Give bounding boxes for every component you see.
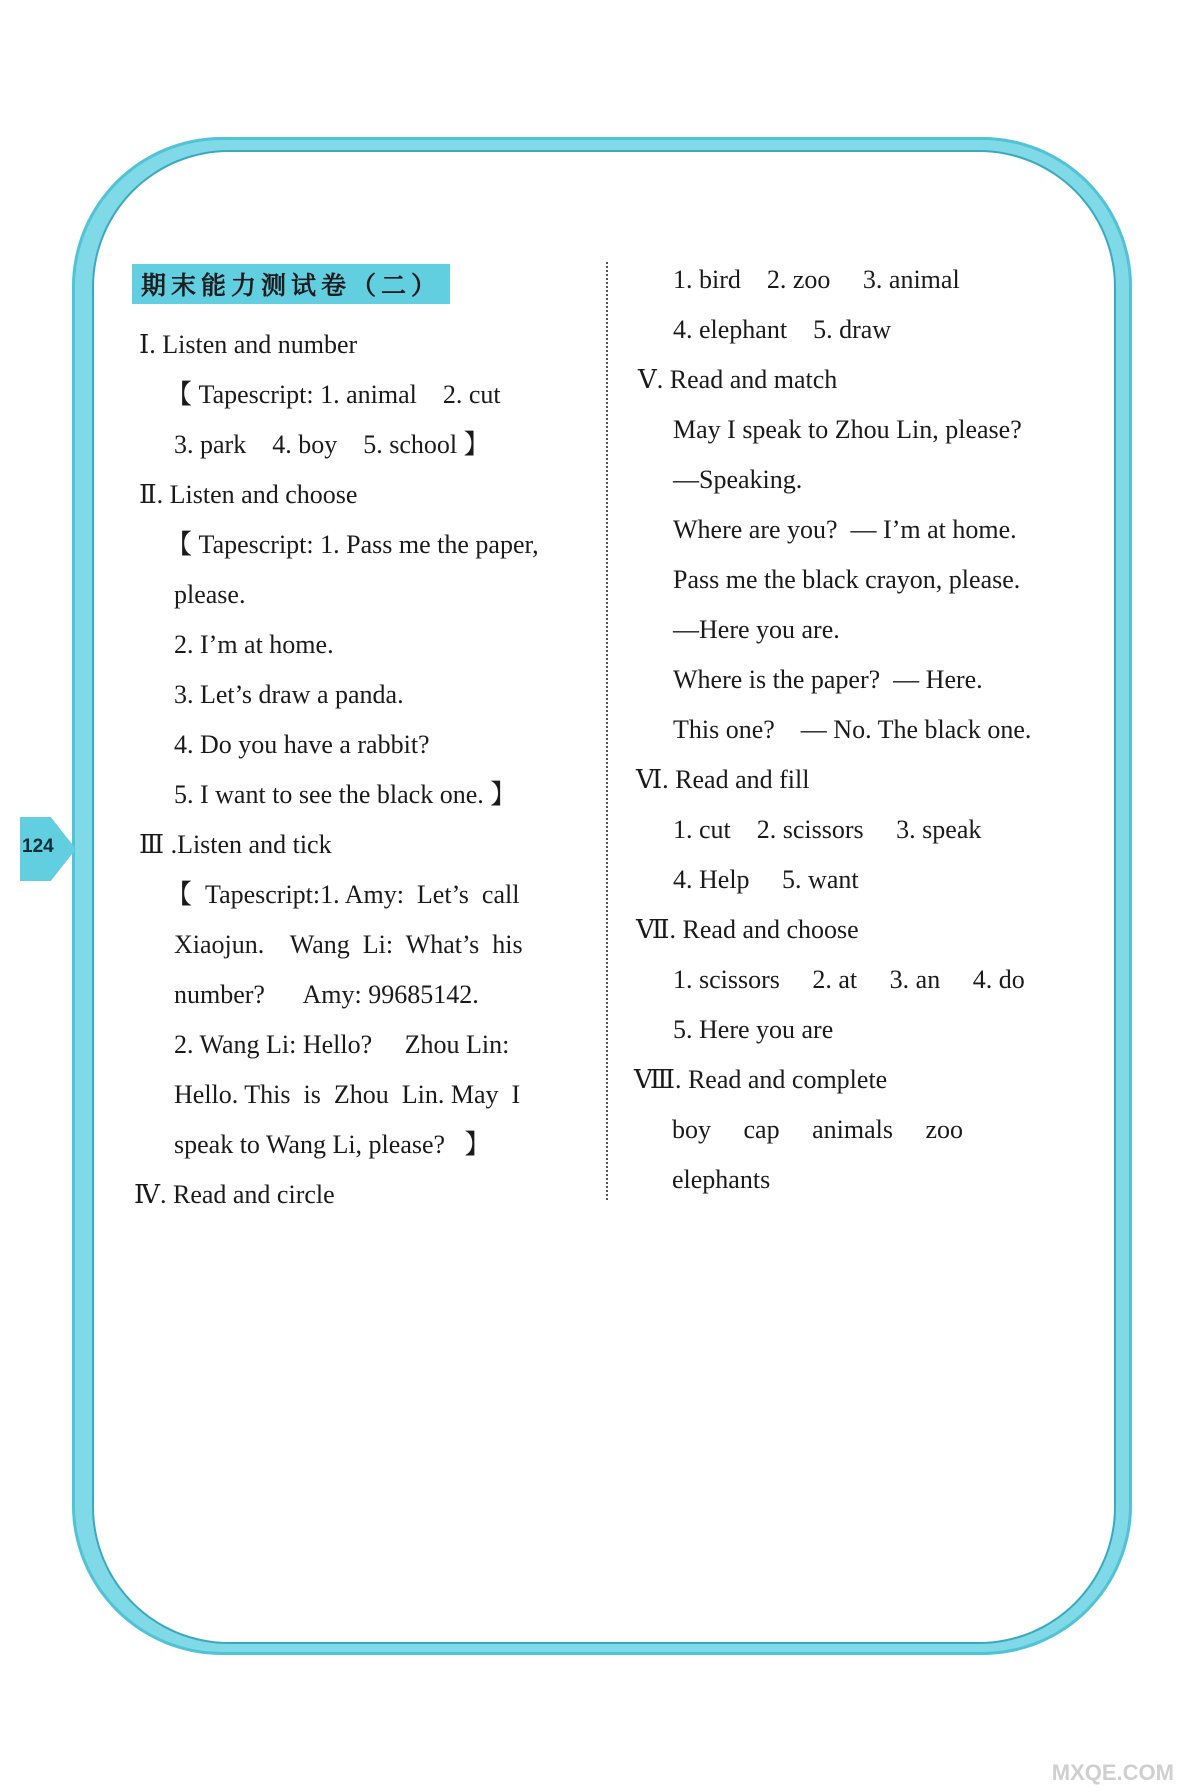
- text-line: 4. Do you have a rabbit?: [174, 730, 430, 759]
- heading-listen-and-tick: Ⅲ .Listen and tick: [139, 830, 332, 859]
- text-line: 4. Help 5. want: [673, 865, 859, 894]
- heading-read-and-complete: Ⅷ. Read and complete: [634, 1065, 888, 1094]
- text-line: Where are you? — I’m at home.: [673, 515, 1017, 544]
- text-line: elephants: [672, 1165, 771, 1194]
- text-line: 1. scissors 2. at 3. an 4. do: [673, 965, 1025, 994]
- text-line: 2. I’m at home.: [174, 630, 334, 659]
- heading-listen-and-choose: Ⅱ. Listen and choose: [139, 480, 358, 509]
- heading-read-and-choose: Ⅶ. Read and choose: [636, 915, 859, 944]
- text-line: Xiaojun. Wang Li: What’s his: [174, 930, 523, 959]
- text-line: please.: [174, 580, 246, 609]
- text-line: Where is the paper? — Here.: [673, 665, 983, 694]
- text-line: 2. Wang Li: Hello? Zhou Lin:: [174, 1030, 510, 1059]
- text-line: Pass me the black crayon, please.: [673, 565, 1021, 594]
- text-line: Hello. This is Zhou Lin. May I: [174, 1080, 521, 1109]
- text-line: May I speak to Zhou Lin, please?: [673, 415, 1022, 444]
- text-line: 3. park 4. boy 5. school 】: [174, 430, 490, 459]
- text-line: number? Amy: 99685142.: [174, 980, 479, 1009]
- heading-read-and-fill: Ⅵ. Read and fill: [636, 765, 810, 794]
- text-line: 4. elephant 5. draw: [673, 315, 892, 344]
- text-line: 3. Let’s draw a panda.: [174, 680, 404, 709]
- text-line: 【 Tapescript: 1. Pass me the paper,: [166, 530, 539, 559]
- text-line: 1. bird 2. zoo 3. animal: [673, 265, 960, 294]
- text-line: 1. cut 2. scissors 3. speak: [673, 815, 982, 844]
- text-line: —Speaking.: [673, 465, 803, 494]
- text-line: —Here you are.: [673, 615, 840, 644]
- text-line: 5. Here you are: [673, 1015, 834, 1044]
- text-line: 【 Tapescript:1. Amy: Let’s call: [166, 880, 520, 909]
- heading-read-and-circle: Ⅳ. Read and circle: [134, 1180, 335, 1209]
- section-title: 期末能力测试卷（二）: [132, 264, 450, 304]
- text-line: This one? — No. The black one.: [673, 715, 1032, 744]
- page-number: 124: [22, 836, 54, 857]
- text-line: boy cap animals zoo: [672, 1115, 963, 1144]
- heading-read-and-match: Ⅴ. Read and match: [638, 365, 838, 394]
- text-line: speak to Wang Li, please? 】: [174, 1130, 491, 1159]
- heading-listen-and-number: Ⅰ. Listen and number: [139, 330, 358, 359]
- text-line: 【 Tapescript: 1. animal 2. cut: [166, 380, 501, 409]
- text-line: 5. I want to see the black one. 】: [174, 780, 517, 809]
- watermark: MXQE.COM: [1051, 1760, 1174, 1785]
- column-divider: [606, 262, 608, 1200]
